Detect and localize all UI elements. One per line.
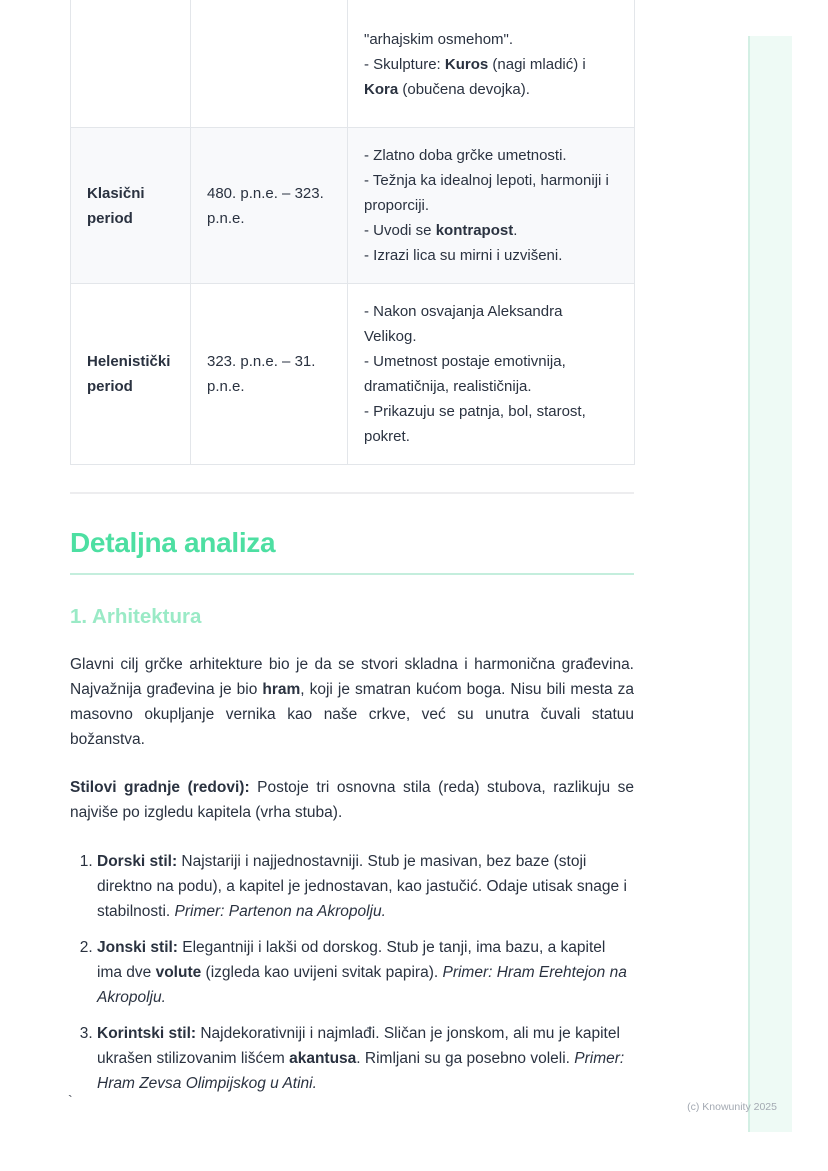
section-divider <box>70 492 634 494</box>
notes-cell <box>348 128 635 284</box>
notes-cell <box>348 0 635 128</box>
dates-cell <box>191 0 348 128</box>
list-item-dorski: 1. Dorski stil: Najstariji i najjednostavniji. Stub je masivan, bez baze (stoji direktno na podu), a kapitel je jednostavan, kao jastučić. Odaje utisak snage i stabilnosti. Primer: Partenon na Akropolju. <box>97 849 634 924</box>
table-row <box>71 284 635 465</box>
table-cell-text: - Prikazuju se patnja, bol, starost, pokret. <box>364 403 586 445</box>
subsection-title: 1. Arhitektura <box>70 605 202 628</box>
table-row <box>71 128 635 284</box>
copyright-notice: (c) Knowunity 2025 <box>687 1101 777 1113</box>
period-cell: Klasični period <box>71 128 191 284</box>
right-accent-bar <box>748 36 792 1132</box>
column-styles-list <box>70 849 634 1096</box>
table-cell-text: - Umetnost postaje emotivnija, dramatičnija, realističnija. <box>364 353 566 395</box>
table-cell-text: - Nakon osvajanja Aleksandra Velikog. <box>364 303 563 345</box>
table-cell-text: - Izrazi lica su mirni i uzvišeni. <box>364 247 563 264</box>
dates-cell: 323. p.n.e. – 31. p.n.e. <box>191 284 348 465</box>
section-title: Detaljna analiza <box>70 527 634 575</box>
table-cell-text: - Težnja ka idealnoj lepoti, harmoniji i proporciji. <box>364 172 609 214</box>
architecture-paragraph: Glavni cilj grčke arhitekture bio je da se stvori skladna i harmonična građevina. Najvažnija građevina je bio hram, koji je smatran kućom boga. Nisu bili mesta za masovno okupljanje vernika kao naše crkve, već su unutra čuvali statuu božanstva. <box>70 656 635 748</box>
styles-intro-paragraph: Stilovi gradnje (redovi): Postoje tri osnovna stila (reda) stubova, razlikuju se najviše po izgledu kapitela (vrha stuba). <box>70 779 634 821</box>
notes-cell <box>348 284 635 465</box>
table-cell-text: - Skulpture: Kuros (nagi mladić) i Kora (obučena devojka). <box>364 56 586 98</box>
table-row <box>71 0 635 128</box>
table-cell-text: - Zlatno doba grčke umetnosti. <box>364 147 567 164</box>
dates-cell: 480. p.n.e. – 323. p.n.e. <box>191 128 348 284</box>
period-cell: Helenistički period <box>71 284 191 465</box>
period-cell <box>71 0 191 128</box>
periods-table <box>70 0 635 465</box>
stray-backtick-char: ` <box>68 1092 73 1108</box>
table-cell-text: "arhajskim osmehom". <box>364 31 514 48</box>
list-item-korintski: 3. Korintski stil: Najdekorativniji i najmlađi. Sličan je jonskom, ali mu je kapitel ukrašen stilizovanim lišćem akantusa. Rimljani su ga posebno voleli. Primer: Hram Zevsa Olimpijskog u Atini. <box>97 1021 634 1096</box>
list-item-jonski: 2. Jonski stil: Elegantniji i lakši od dorskog. Stub je tanji, ima bazu, a kapitel ima dve volute (izgleda kao uvijeni svitak papira). Primer: Hram Erehtejon na Akropolju. <box>97 935 634 1010</box>
document-content <box>70 0 634 1096</box>
table-cell-text: - Uvodi se kontrapost. <box>364 222 518 239</box>
